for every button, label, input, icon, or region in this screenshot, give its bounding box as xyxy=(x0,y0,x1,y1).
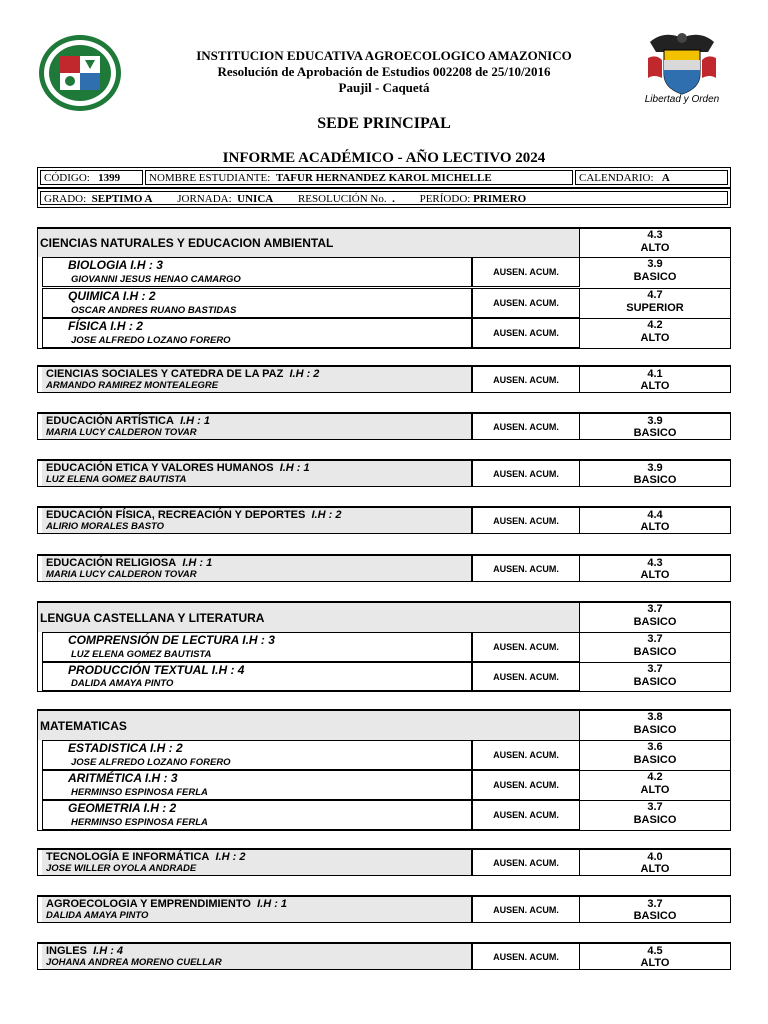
ausen-cell: AUSEN. ACUM. xyxy=(472,740,580,770)
grado-value: SEPTIMO A xyxy=(91,193,153,205)
grado-label: GRADO: xyxy=(44,193,87,205)
single-title-box xyxy=(42,367,472,392)
single-title: AGROECOLOGIA Y EMPRENDIMIENTO I.H : 1 xyxy=(46,898,288,910)
jornada-value: UNICA xyxy=(237,193,274,205)
area-score-value: 4.3 xyxy=(647,229,663,241)
single-teacher: JOSE WILLER OYOLA ANDRADE xyxy=(46,863,197,874)
subject-score-level: BASICO xyxy=(633,676,677,688)
single-teacher: JOHANA ANDREA MORENO CUELLAR xyxy=(46,957,222,968)
calendario-cell xyxy=(575,170,728,185)
single-title: EDUCACIÓN ARTÍSTICA I.H : 1 xyxy=(46,415,211,427)
subject-box xyxy=(42,740,472,770)
single-title: EDUCACIÓN RELIGIOSA I.H : 1 xyxy=(46,557,213,569)
svg-text:•••••: ••••• xyxy=(75,39,85,45)
subject-box xyxy=(42,662,472,691)
area-score-level: BASICO xyxy=(633,724,677,736)
subject-box xyxy=(42,318,472,348)
subject-title: BIOLOGIA I.H : 3 xyxy=(68,258,163,272)
ausen-cell: AUSEN. ACUM. xyxy=(472,850,580,875)
ausen-cell: AUSEN. ACUM. xyxy=(472,367,580,392)
periodo-label: PERÍODO: xyxy=(419,193,471,205)
single-title-box xyxy=(42,461,472,486)
subject-title: PRODUCCIÓN TEXTUAL I.H : 4 xyxy=(68,663,245,677)
single-subject-row xyxy=(37,506,731,534)
sede-title: SEDE PRINCIPAL xyxy=(317,115,451,132)
ausen-cell: AUSEN. ACUM. xyxy=(472,632,580,662)
subject-score-value: 3.7 xyxy=(647,663,663,675)
subject-teacher: OSCAR ANDRES RUANO BASTIDAS xyxy=(71,305,237,316)
ausen-cell: AUSEN. ACUM. xyxy=(472,508,580,533)
subject-score-level: BASICO xyxy=(633,271,677,283)
subject-score-value: 3.7 xyxy=(647,801,663,813)
student-info-row-1 xyxy=(37,167,731,188)
resolucion-value: . xyxy=(392,193,395,205)
single-teacher: MARIA LUCY CALDERON TOVAR xyxy=(46,569,197,580)
single-title-box xyxy=(42,414,472,439)
single-score: 3.9 BASICO xyxy=(633,415,677,439)
subject-score-value: 4.2 xyxy=(647,319,663,331)
subject-score xyxy=(580,800,730,831)
nombre-label: NOMBRE ESTUDIANTE: xyxy=(149,172,271,184)
subject-box xyxy=(42,632,472,662)
area-score-level: BASICO xyxy=(633,616,677,628)
area-score xyxy=(580,711,730,740)
student-info-row-2 xyxy=(37,188,731,208)
area-score xyxy=(580,229,730,257)
ausen-cell: AUSEN. ACUM. xyxy=(472,944,580,969)
subject-score-level: BASICO xyxy=(633,646,677,658)
area-score xyxy=(580,603,730,632)
calendario-value: A xyxy=(661,172,670,184)
subject-score xyxy=(580,257,730,287)
single-title-box xyxy=(42,850,472,875)
area-score-level: ALTO xyxy=(640,242,670,254)
area-section xyxy=(37,709,731,831)
subject-teacher: HERMINSO ESPINOSA FERLA xyxy=(71,817,208,828)
subject-title: GEOMETRIA I.H : 2 xyxy=(68,801,177,815)
subject-score-value: 3.6 xyxy=(647,741,663,753)
ausen-cell: AUSEN. ACUM. xyxy=(472,662,580,691)
subject-title: COMPRENSIÓN DE LECTURA I.H : 3 xyxy=(68,633,275,647)
area-section xyxy=(37,227,731,349)
seal-motto: Libertad y Orden xyxy=(644,94,720,105)
subject-box xyxy=(42,288,472,318)
ausen-cell: AUSEN. ACUM. xyxy=(472,318,580,348)
codigo-cell xyxy=(40,170,143,185)
nombre-cell xyxy=(145,170,573,185)
subject-score-level: BASICO xyxy=(633,754,677,766)
subject-teacher: GIOVANNI JESUS HENAO CAMARGO xyxy=(71,274,241,285)
nombre-value: TAFUR HERNANDEZ KAROL MICHELLE xyxy=(275,172,492,184)
single-subject-row xyxy=(37,895,731,923)
ausen-cell: AUSEN. ACUM. xyxy=(472,556,580,581)
ausen-cell: AUSEN. ACUM. xyxy=(472,800,580,830)
periodo-value: PRIMERO xyxy=(473,193,527,205)
single-score: 3.7 BASICO xyxy=(633,898,677,922)
ausen-cell: AUSEN. ACUM. xyxy=(472,288,580,318)
single-title: TECNOLOGÍA E INFORMÁTICA I.H : 2 xyxy=(46,851,246,863)
subject-teacher: JOSE ALFREDO LOZANO FORERO xyxy=(71,335,231,346)
subject-score xyxy=(580,632,730,662)
single-title-box xyxy=(42,508,472,533)
subject-score-value: 3.7 xyxy=(647,633,663,645)
subject-title: ESTADISTICA I.H : 2 xyxy=(68,741,183,755)
area-score-value: 3.7 xyxy=(647,603,663,615)
grado-cell xyxy=(40,191,728,205)
area-section xyxy=(37,601,731,692)
subject-box xyxy=(42,770,472,800)
single-title: INGLES I.H : 4 xyxy=(46,945,124,957)
subject-box xyxy=(42,800,472,830)
single-title: EDUCACIÓN ETICA Y VALORES HUMANOS I.H : 1 xyxy=(46,462,310,474)
subject-score xyxy=(580,662,730,692)
subject-score-level: ALTO xyxy=(640,332,670,344)
ausen-cell: AUSEN. ACUM. xyxy=(472,461,580,486)
resolution-text: Resolución de Aprobación de Estudios 002208 de 25/10/2016 xyxy=(217,64,551,79)
jornada-label: JORNADA: xyxy=(177,193,232,205)
single-teacher: DALIDA AMAYA PINTO xyxy=(46,910,149,921)
single-subject-row xyxy=(37,848,731,876)
resolucion-label: RESOLUCIÓN No. xyxy=(297,193,387,205)
single-title-box xyxy=(42,944,472,969)
area-title: MATEMATICAS xyxy=(38,711,580,740)
area-title: LENGUA CASTELLANA Y LITERATURA xyxy=(38,603,580,632)
subject-teacher: JOSE ALFREDO LOZANO FORERO xyxy=(71,757,231,768)
single-teacher: ARMANDO RAMIREZ MONTEALEGRE xyxy=(46,380,219,391)
subject-score-value: 4.2 xyxy=(647,771,663,783)
area-score-value: 3.8 xyxy=(647,711,663,723)
subject-score-level: SUPERIOR xyxy=(626,302,684,314)
single-subject-row xyxy=(37,365,731,393)
coat-of-arms-icon xyxy=(644,28,720,110)
subject-score-level: BASICO xyxy=(633,814,677,826)
single-subject-row xyxy=(37,459,731,487)
single-score: 4.0 ALTO xyxy=(640,851,670,875)
subject-teacher: HERMINSO ESPINOSA FERLA xyxy=(71,787,208,798)
subject-teacher: LUZ ELENA GOMEZ BAUTISTA xyxy=(71,649,212,660)
ausen-cell: AUSEN. ACUM. xyxy=(472,414,580,439)
single-teacher: MARIA LUCY CALDERON TOVAR xyxy=(46,427,197,438)
single-subject-row xyxy=(37,412,731,440)
header-block xyxy=(150,48,618,96)
school-emblem-icon xyxy=(38,34,122,112)
institution-name: INSTITUCION EDUCATIVA AGROECOLOGICO AMAZONICO xyxy=(196,48,572,63)
subject-score-level: ALTO xyxy=(640,784,670,796)
single-title-box xyxy=(42,897,472,922)
ausen-cell: AUSEN. ACUM. xyxy=(472,897,580,922)
single-title-box xyxy=(42,556,472,581)
single-teacher: LUZ ELENA GOMEZ BAUTISTA xyxy=(46,474,187,485)
subject-score xyxy=(580,740,730,770)
ausen-cell: AUSEN. ACUM. xyxy=(472,257,580,287)
subject-score xyxy=(580,288,730,318)
report-title: INFORME ACADÉMICO - AÑO LECTIVO 2024 xyxy=(222,150,546,166)
subject-box xyxy=(42,257,472,287)
single-title: CIENCIAS SOCIALES Y CATEDRA DE LA PAZ I.H : 2 xyxy=(46,368,320,380)
codigo-value: 1399 xyxy=(98,172,121,184)
single-score: 4.5 ALTO xyxy=(640,945,670,969)
ausen-cell: AUSEN. ACUM. xyxy=(472,770,580,800)
codigo-label: CÓDIGO: xyxy=(44,172,90,184)
calendario-label: CALENDARIO: xyxy=(579,172,654,184)
subject-score xyxy=(580,770,730,800)
subject-title: FÍSICA I.H : 2 xyxy=(68,319,143,333)
subject-score xyxy=(580,318,730,349)
single-title: EDUCACIÓN FÍSICA, RECREACIÓN Y DEPORTES I.H : 2 xyxy=(46,509,342,521)
single-subject-row xyxy=(37,942,731,970)
subject-title: ARITMÉTICA I.H : 3 xyxy=(68,771,178,785)
subject-score-value: 4.7 xyxy=(647,289,663,301)
area-title: CIENCIAS NATURALES Y EDUCACION AMBIENTAL xyxy=(38,229,580,257)
subject-teacher: DALIDA AMAYA PINTO xyxy=(71,678,174,689)
single-score: 4.3 ALTO xyxy=(640,557,670,581)
single-subject-row xyxy=(37,554,731,582)
single-teacher: ALIRIO MORALES BASTO xyxy=(46,521,165,532)
location-text: Paujil - Caquetá xyxy=(338,80,430,95)
single-score: 4.4 ALTO xyxy=(640,509,670,533)
single-score: 4.1 ALTO xyxy=(640,368,670,392)
subject-title: QUIMICA I.H : 2 xyxy=(68,289,156,303)
single-score: 3.9 BASICO xyxy=(633,462,677,486)
subject-score-value: 3.9 xyxy=(647,258,663,270)
